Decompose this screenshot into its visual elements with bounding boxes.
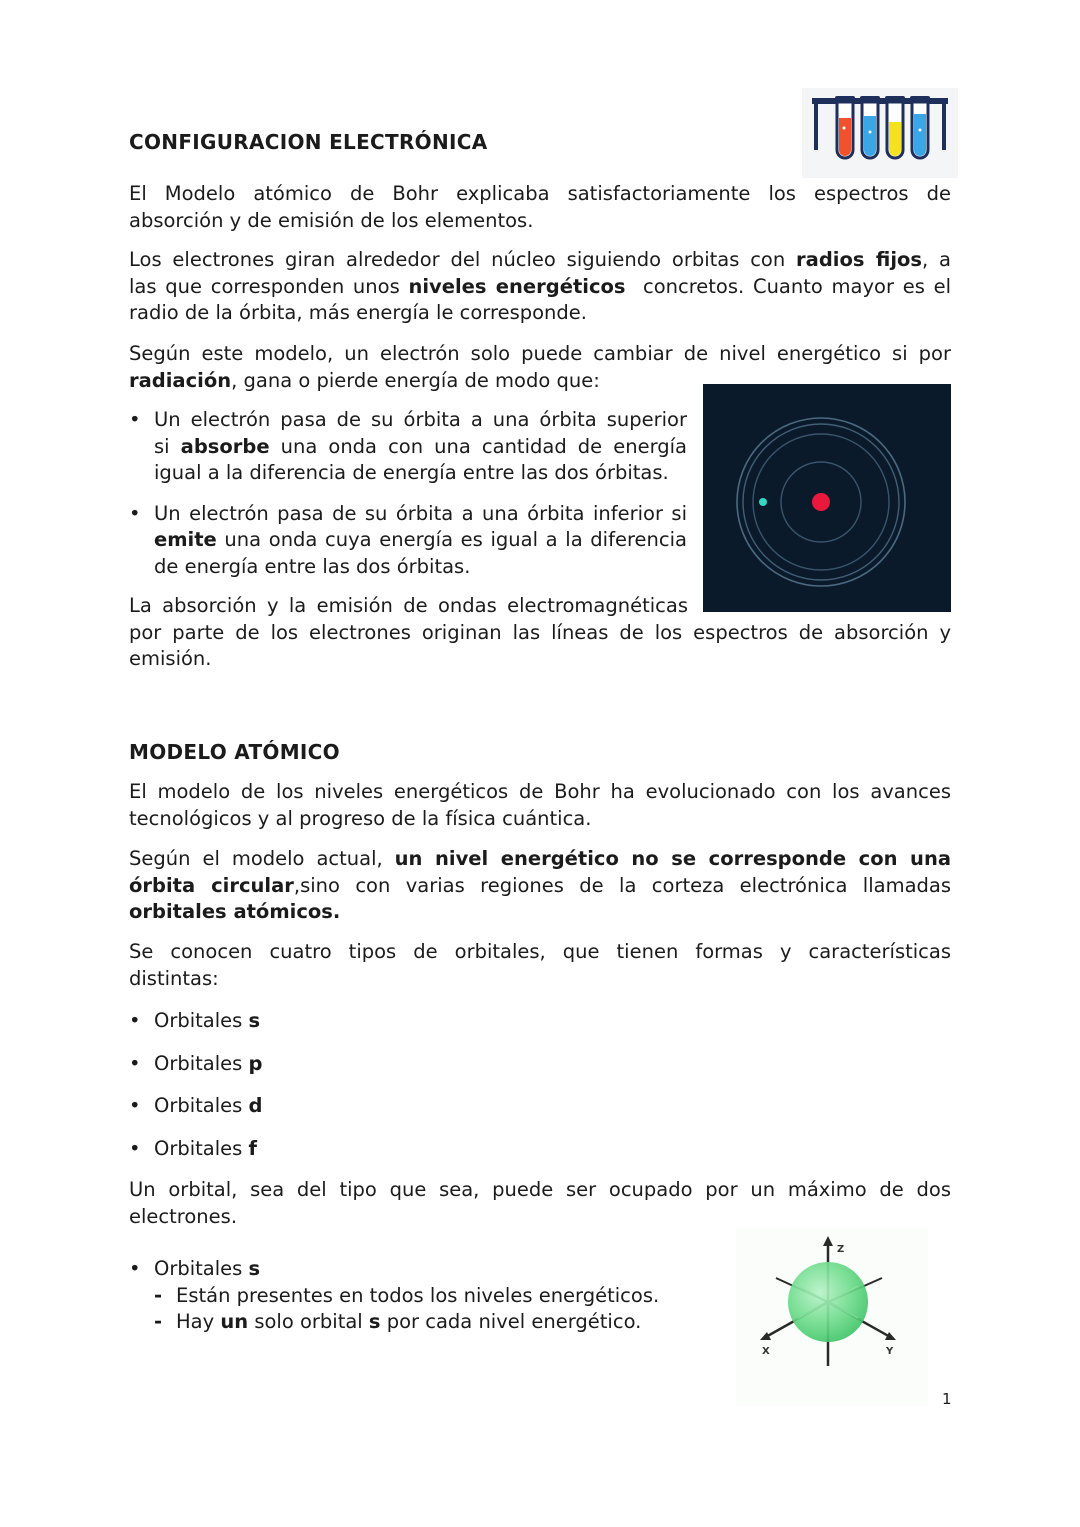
electron-icon <box>759 498 767 506</box>
list-item-emite: • Un electrón pasa de su órbita a una órbita inferior si emite una onda cuya energía es igual a la diferencia de energía entre las dos órbitas. <box>129 501 687 578</box>
list-item-orbital-s: • Orbitales s <box>129 1009 261 1032</box>
s-orbital-block <box>129 1256 709 1336</box>
list-item-orbital-d: • Orbitales d <box>129 1094 263 1117</box>
paragraph-orbital-types: Se conocen cuatro tipos de orbitales, que tienen formas y características distintas: <box>129 940 951 990</box>
paragraph-orbital-capacity: Un orbital, sea del tipo que sea, puede ser ocupado por un máximo de dos electrones. <box>129 1178 951 1228</box>
z-axis-label: Z <box>837 1244 845 1255</box>
blue-tube-2-icon <box>910 96 930 158</box>
list-item-absorbe: • Un electrón pasa de su órbita a una órbita superior si absorbe una onda con una cantidad de energía igual a la diferencia de energía entre las dos órbitas. <box>129 408 687 484</box>
bohr-atom-image <box>703 384 951 612</box>
list-item-orbital-p: • Orbitales p <box>129 1051 263 1075</box>
paragraph-electron-orbits: Los electrones giran alrededor del núcleo siguiendo orbitas con radios fijos, a las que corresponden unos niveles energéticos concretos. Cuanto mayor es el radio de la órbita, más energía le corresponde. <box>129 248 951 324</box>
blue-tube-icon <box>860 96 880 158</box>
s-orbital-figure <box>736 1228 928 1406</box>
paragraph-bohr-intro: El Modelo atómico de Bohr explicaba satisfactoriamente los espectros de absorción y de emisión de los elementos. <box>129 182 951 232</box>
orbital-types-list <box>129 1008 529 1162</box>
page-number: 1 <box>942 1390 952 1408</box>
list-item-s-orbitals: • Orbitales s <box>129 1257 261 1280</box>
nucleus-icon <box>812 493 830 511</box>
s-orbital-detail-2: - Hay un solo orbital s por cada nivel energético. <box>154 1310 642 1333</box>
section-title-configuracion: CONFIGURACION ELECTRÓNICA <box>129 130 488 154</box>
y-axis-label: Y <box>886 1346 894 1357</box>
paragraph-evolution: El modelo de los niveles energéticos de Bohr ha evolucionado con los avances tecnológicos y al progreso de la física cuántica. <box>129 780 951 830</box>
paragraph-orbitals-definition: Según el modelo actual, un nivel energético no se corresponde con una órbita circular,sino con varias regiones de la corteza electrónica llamadas orbitales atómicos. <box>129 847 952 923</box>
section-title-modelo-atomico: MODELO ATÓMICO <box>129 740 340 764</box>
test-tubes-image <box>802 88 958 178</box>
paragraph-spectra: La absorción y la emisión de ondas electromagnéticas por parte de los electrones originan las líneas de los espectros de absorción y emisión. <box>129 594 951 670</box>
x-axis-label: X <box>762 1346 770 1357</box>
list-item-orbital-f: • Orbitales f <box>129 1136 258 1160</box>
yellow-tube-icon <box>885 96 905 158</box>
s-orbital-detail-1: - Están presentes en todos los niveles energéticos. <box>154 1283 660 1307</box>
paragraph-radiation: Según este modelo, un electrón solo puede cambiar de nivel energético si por radiación, gana o pierde energía de modo que: <box>129 342 951 392</box>
bullet-list-transitions <box>129 407 687 580</box>
